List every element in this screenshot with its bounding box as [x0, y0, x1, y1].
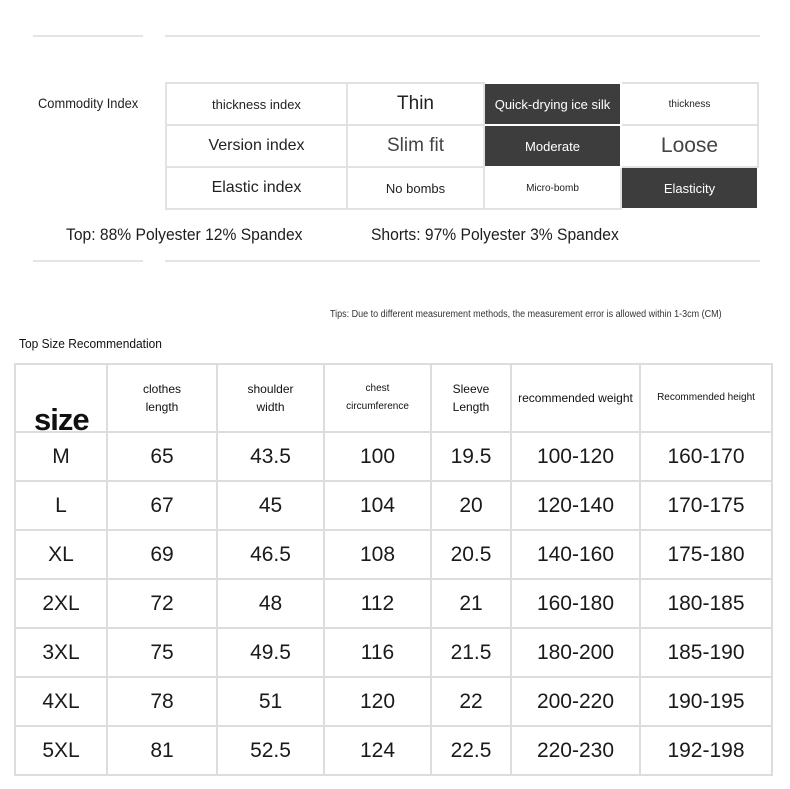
divider-mid-left	[33, 260, 143, 262]
cell-weight: 100-120	[511, 432, 640, 481]
option-cell: No bombs	[347, 167, 484, 209]
table-row	[15, 530, 772, 579]
commodity-row-elastic	[166, 167, 758, 209]
cell-height: 190-195	[640, 677, 772, 726]
divider-mid-right	[165, 260, 760, 262]
cell-sleeve-length: 19.5	[431, 432, 511, 481]
cell-clothes-length: 69	[107, 530, 217, 579]
cell-height: 185-190	[640, 628, 772, 677]
cell-size: 3XL	[15, 628, 107, 677]
cell-shoulder-width: 51	[217, 677, 324, 726]
cell-shoulder-width: 49.5	[217, 628, 324, 677]
cell-sleeve-length: 21.5	[431, 628, 511, 677]
header-line: length	[145, 400, 179, 414]
cell-sleeve-length: 20	[431, 481, 511, 530]
cell-chest: 108	[324, 530, 431, 579]
divider-top-right	[165, 35, 760, 37]
cell-clothes-length: 72	[107, 579, 217, 628]
option-cell: Micro-bomb	[484, 167, 621, 209]
cell-sleeve-length: 22.5	[431, 726, 511, 775]
cell-shoulder-width: 48	[217, 579, 324, 628]
cell-shoulder-width: 43.5	[217, 432, 324, 481]
size-table-header	[15, 364, 772, 432]
cell-height: 170-175	[640, 481, 772, 530]
header-line: width	[256, 400, 285, 414]
cell-size: XL	[15, 530, 107, 579]
material-shorts: Shorts: 97% Polyester 3% Spandex	[371, 225, 619, 244]
table-row	[15, 579, 772, 628]
commodity-row-version	[166, 125, 758, 167]
table-row	[15, 628, 772, 677]
cell-weight: 180-200	[511, 628, 640, 677]
cell-weight: 160-180	[511, 579, 640, 628]
table-row	[15, 677, 772, 726]
cell-sleeve-length: 21	[431, 579, 511, 628]
header-size: size	[15, 364, 107, 432]
cell-chest: 124	[324, 726, 431, 775]
option-cell-selected: Quick-drying ice silk	[484, 83, 621, 125]
cell-shoulder-width: 52.5	[217, 726, 324, 775]
commodity-row-thickness	[166, 83, 758, 125]
header-sleeve-length	[431, 364, 511, 432]
table-row	[15, 481, 772, 530]
cell-sleeve-length: 20.5	[431, 530, 511, 579]
cell-size: 4XL	[15, 677, 107, 726]
commodity-index-title: Commodity Index	[38, 95, 139, 111]
cell-chest: 100	[324, 432, 431, 481]
cell-height: 175-180	[640, 530, 772, 579]
cell-weight: 220-230	[511, 726, 640, 775]
option-cell: Thin	[347, 83, 484, 125]
cell-weight: 140-160	[511, 530, 640, 579]
cell-sleeve-length: 22	[431, 677, 511, 726]
size-table	[14, 363, 773, 776]
option-cell-selected: Elasticity	[621, 167, 758, 209]
divider-top-left	[33, 35, 143, 37]
cell-size: M	[15, 432, 107, 481]
cell-chest: 120	[324, 677, 431, 726]
cell-weight: 120-140	[511, 481, 640, 530]
header-line: chest	[365, 383, 390, 394]
cell-shoulder-width: 46.5	[217, 530, 324, 579]
cell-clothes-length: 65	[107, 432, 217, 481]
tips-text: Tips: Due to different measurement methods, the measurement error is allowed within 1-3cm (CM)	[330, 309, 722, 320]
option-cell: Slim fit	[347, 125, 484, 167]
row-label: thickness index	[166, 83, 347, 125]
cell-height: 160-170	[640, 432, 772, 481]
cell-height: 180-185	[640, 579, 772, 628]
commodity-index-table	[165, 82, 759, 210]
row-label: Version index	[166, 125, 347, 167]
header-line: shoulder	[247, 382, 294, 396]
table-row	[15, 432, 772, 481]
cell-shoulder-width: 45	[217, 481, 324, 530]
header-recommended-weight: recommended weight	[511, 364, 640, 432]
header-line: circumference	[346, 401, 409, 412]
table-row	[15, 726, 772, 775]
cell-chest: 112	[324, 579, 431, 628]
header-line: clothes	[142, 382, 182, 396]
header-line: Length	[452, 400, 490, 414]
cell-size: 5XL	[15, 726, 107, 775]
option-cell-selected: Moderate	[484, 125, 621, 167]
cell-clothes-length: 81	[107, 726, 217, 775]
size-table-title: Top Size Recommendation	[19, 336, 162, 351]
row-label: Elastic index	[166, 167, 347, 209]
cell-size: L	[15, 481, 107, 530]
option-cell: Loose	[621, 125, 758, 167]
cell-size: 2XL	[15, 579, 107, 628]
material-top: Top: 88% Polyester 12% Spandex	[66, 225, 303, 244]
cell-weight: 200-220	[511, 677, 640, 726]
cell-clothes-length: 67	[107, 481, 217, 530]
header-line: Sleeve	[452, 382, 490, 396]
cell-height: 192-198	[640, 726, 772, 775]
header-chest-circumference	[324, 364, 431, 432]
cell-clothes-length: 75	[107, 628, 217, 677]
header-shoulder-width	[217, 364, 324, 432]
option-cell: thickness	[621, 83, 758, 125]
cell-chest: 116	[324, 628, 431, 677]
cell-clothes-length: 78	[107, 677, 217, 726]
cell-chest: 104	[324, 481, 431, 530]
header-recommended-height: Recommended height	[640, 364, 772, 432]
header-clothes-length	[107, 364, 217, 432]
